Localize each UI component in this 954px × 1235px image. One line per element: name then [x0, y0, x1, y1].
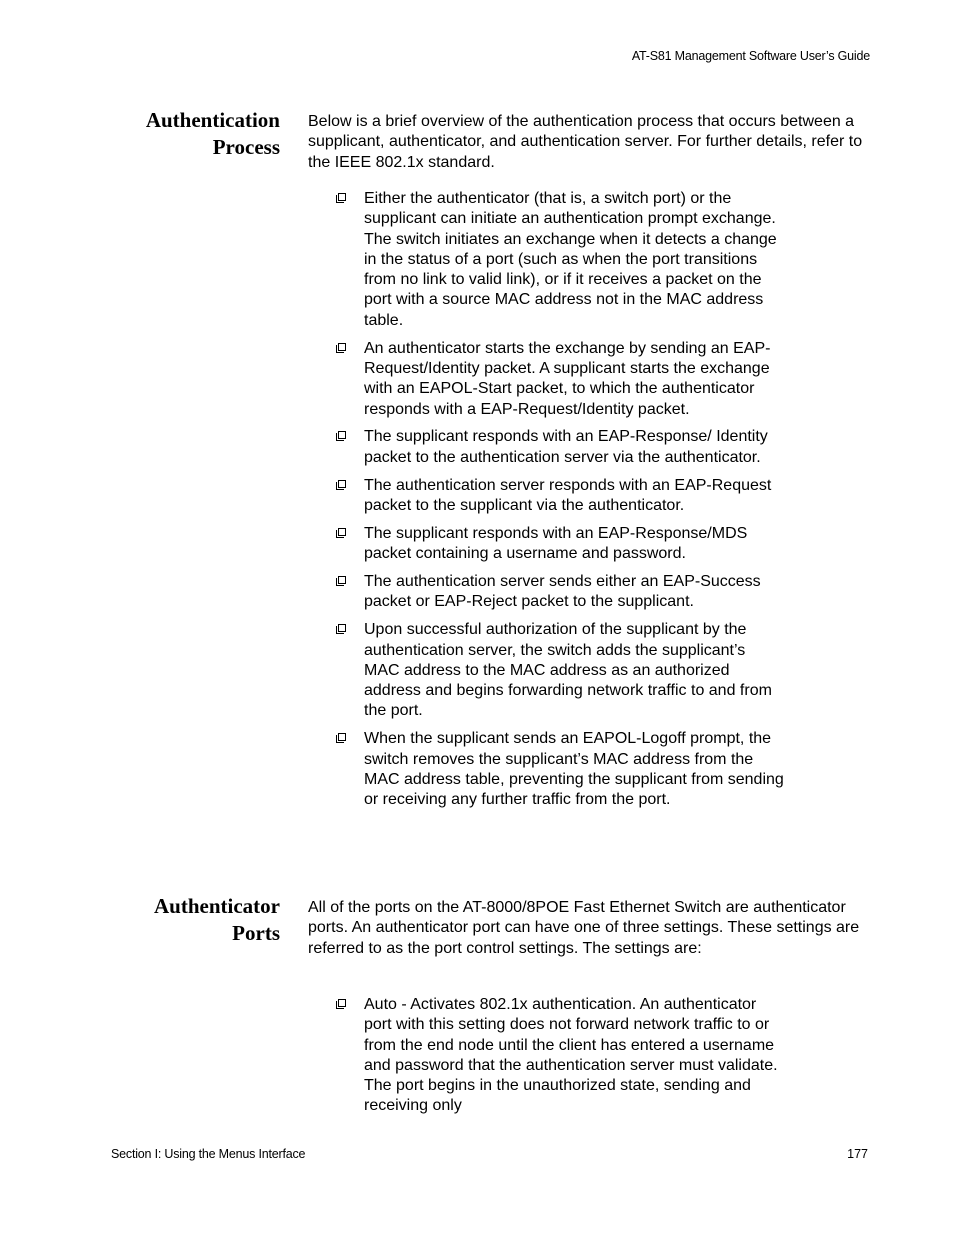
authentication-steps-list — [336, 189, 784, 818]
list-item — [336, 995, 784, 1117]
section-intro-paragraph: All of the ports on the AT-8000/8POE Fast Ethernet Switch are authenticator ports. An authenticator port can have one of three settings. These settings are referred to as the port control settings. The settings are: — [308, 899, 860, 957]
list-item-text: Upon successful authorization of the supplicant by the authentication server, the switch adds the supplicant’s MAC address to the MAC address as an authorized address and begins forwarding network traffic to and from the port. — [364, 621, 772, 720]
page-number: 177 — [847, 1147, 868, 1161]
list-item — [336, 476, 784, 517]
running-header: AT-S81 Management Software User’s Guide — [631, 49, 870, 63]
list-item — [336, 427, 784, 468]
list-item-text: When the supplicant sends an EAPOL-Logoff prompt, the switch removes the supplicant’s MAC address from the MAC address table, preventing the supplicant from sending or receiving any further traffic from the port. — [364, 730, 784, 809]
list-item — [336, 620, 784, 721]
heading-line-1: Authenticator — [154, 894, 280, 918]
checkbox-bullet-icon — [337, 345, 345, 353]
heading-line-1: Authentication — [145, 108, 280, 132]
checkbox-bullet-icon — [337, 1001, 345, 1009]
checkbox-bullet-icon — [337, 195, 345, 203]
section-intro-paragraph: Below is a brief overview of the authentication process that occurs between a supplicant, authenticator, and authentication server. For further details, refer to the IEEE 802.1x standard. — [308, 113, 863, 171]
list-item-text: The authentication server sends either an EAP-Success packet or EAP-Reject packet to the supplicant. — [364, 573, 761, 611]
footer-section-label: Section I: Using the Menus Interface — [111, 1147, 306, 1161]
checkbox-bullet-icon — [337, 735, 345, 743]
port-control-settings-list — [336, 995, 784, 1124]
list-item-text: Auto - Activates 802.1x authentication. An authenticator port with this setting does not forward network traffic to or from the end node until the client has entered a username and password that the authentication server must validate. The port begins in the unauthorized state, sending and receiving only — [364, 996, 778, 1115]
list-item-text: Either the authenticator (that is, a switch port) or the supplicant can initiate an authentication prompt exchange. The switch initiates an exchange when it detects a change in the status of a port (such as when the port transitions from no link to valid link), or if it receives a packet on the port with a source MAC address not in the MAC address table. — [364, 190, 777, 329]
list-item — [336, 572, 784, 613]
list-item — [336, 524, 784, 565]
checkbox-bullet-icon — [337, 578, 345, 586]
section-heading-authentication-process — [146, 107, 280, 161]
list-item-text: An authenticator starts the exchange by sending an EAP-Request/Identity packet. A supplicant starts the exchange with an EAPOL-Start packet, to which the authenticator responds with a EAP-Request/Identity packet. — [364, 339, 771, 418]
list-item-text: The supplicant responds with an EAP-Response/ Identity packet to the authentication server via the authenticator. — [364, 428, 768, 466]
list-item-text: The supplicant responds with an EAP-Response/MDS packet containing a username and password. — [364, 524, 748, 563]
list-item — [336, 729, 784, 810]
checkbox-bullet-icon — [337, 530, 345, 538]
checkbox-bullet-icon — [337, 433, 345, 441]
list-item-text: The authentication server responds with an EAP-Request packet to the supplicant via the authenticator. — [364, 476, 772, 514]
heading-line-2: Process — [212, 135, 280, 159]
section-heading-authenticator-ports — [154, 893, 280, 947]
checkbox-bullet-icon — [337, 482, 345, 490]
checkbox-bullet-icon — [337, 626, 345, 634]
list-item — [336, 339, 784, 420]
heading-line-2: Ports — [232, 921, 280, 945]
list-item — [336, 189, 784, 331]
